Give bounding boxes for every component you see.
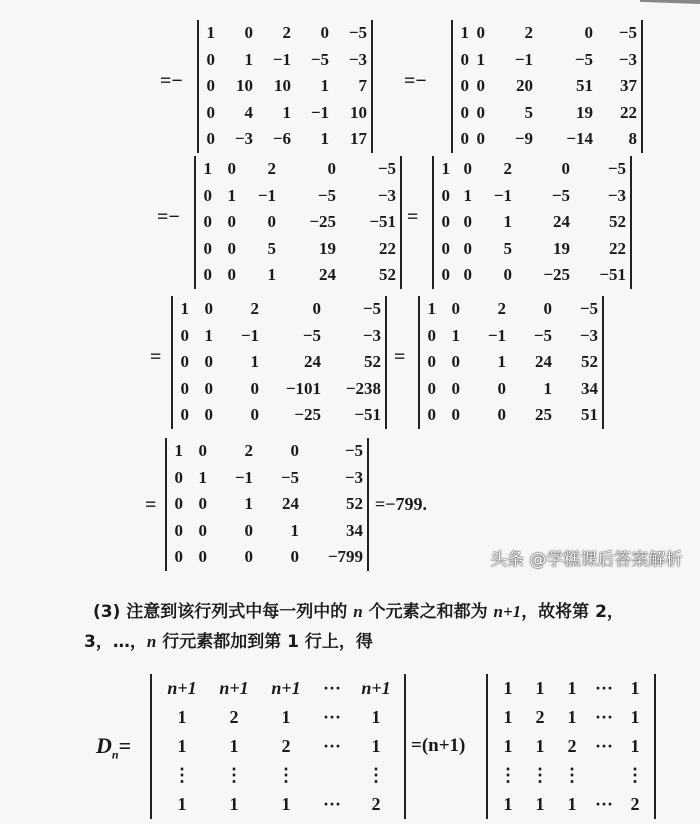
- matrix-cell: 0: [561, 159, 570, 178]
- matrix-cell: 1: [567, 707, 577, 727]
- text: 个元素之和都为: [362, 602, 494, 622]
- matrix-cell: 10: [274, 76, 291, 95]
- matrix-cell: −1: [234, 467, 253, 487]
- matrix-cell: 0: [174, 494, 183, 513]
- matrix-cell: 0: [206, 76, 215, 95]
- matrix-cell: 2: [282, 23, 291, 42]
- matrix-cell: −14: [566, 129, 593, 148]
- dn-letter: D: [96, 733, 112, 758]
- matrix-cell: 25: [535, 405, 552, 424]
- watermark: 头条 @学糕课后答案解析: [490, 550, 683, 570]
- matrix-cell: 0: [174, 547, 183, 566]
- determinant-2: [451, 20, 643, 153]
- matrix-cell: 2: [229, 707, 239, 727]
- equals-minus-1: =−: [160, 70, 183, 92]
- matrix-cell: 0: [244, 520, 253, 540]
- matrix-cell: 2: [497, 299, 506, 318]
- expr-n-plus-1: n+1: [493, 602, 522, 621]
- matrix-cell: −238: [345, 378, 381, 398]
- matrix-cell: ···: [322, 736, 341, 756]
- matrix-cell: 1: [463, 185, 472, 205]
- matrix-cell: 0: [203, 238, 212, 258]
- matrix-cell: 1: [227, 185, 236, 205]
- matrix-cell: −5: [551, 185, 570, 205]
- matrix-cell: −3: [234, 129, 253, 148]
- matrix-cell: 0: [174, 520, 183, 540]
- matrix-cell: 0: [476, 102, 485, 122]
- matrix-cell: ⋮: [173, 765, 191, 785]
- matrix-cell: 1: [177, 707, 187, 727]
- matrix-cell: 22: [620, 102, 637, 122]
- matrix-cell: 0: [463, 265, 472, 284]
- equals-6: =: [394, 346, 406, 368]
- matrix-cell: 0: [180, 405, 189, 424]
- determinant-factored: [486, 674, 656, 819]
- determinant-7: [165, 438, 369, 571]
- matrix-cell: −25: [294, 405, 321, 424]
- matrix-cell: 1: [206, 23, 215, 42]
- matrix-cell: 0: [174, 467, 183, 487]
- matrix-cell: 0: [204, 299, 213, 318]
- matrix-cell: −5: [317, 185, 336, 205]
- matrix-cell: ···: [594, 794, 613, 814]
- matrix-cell: ⋮: [563, 765, 581, 785]
- matrix-cell: 0: [312, 299, 321, 318]
- matrix-cell: −5: [302, 325, 321, 345]
- matrix-cell: 1: [543, 378, 552, 398]
- matrix-cell: −1: [514, 49, 533, 69]
- matrix-cell: 0: [463, 159, 472, 178]
- final-result: =−799.: [375, 494, 428, 514]
- matrix-cell: 2: [630, 794, 640, 814]
- matrix-cell: 24: [282, 494, 299, 513]
- matrix-cell: 0: [227, 238, 236, 258]
- matrix-cell: [312, 761, 352, 790]
- matrix-cell: 0: [451, 299, 460, 318]
- matrix-cell: 24: [304, 352, 321, 371]
- matrix-cell: 1: [290, 520, 299, 540]
- matrix-cell: 5: [503, 238, 512, 258]
- equals-4: =: [407, 206, 419, 228]
- matrix-cell: 0: [427, 325, 436, 345]
- matrix-cell: −51: [369, 212, 396, 231]
- matrix-cell: 7: [358, 76, 367, 95]
- matrix-cell: 0: [250, 378, 259, 398]
- matrix-cell: 0: [427, 378, 436, 398]
- matrix-cell: 0: [451, 378, 460, 398]
- matrix-cell: −1: [487, 325, 506, 345]
- matrix-cell: 0: [180, 378, 189, 398]
- matrix-cell: ···: [594, 678, 613, 698]
- matrix-cell: 0: [198, 494, 207, 513]
- matrix-cell: ⋮: [531, 765, 549, 785]
- matrix-cell: 0: [451, 352, 460, 371]
- matrix-cell: 2: [535, 707, 545, 727]
- matrix-cell: 0: [460, 129, 469, 148]
- determinant-dn: [150, 674, 406, 819]
- matrix-cell: ···: [594, 707, 613, 727]
- matrix-cell: 0: [180, 352, 189, 371]
- matrix-cell: 1: [427, 299, 436, 318]
- matrix-cell: 0: [250, 405, 259, 424]
- var-n: n: [353, 602, 363, 621]
- matrix-cell: 0: [460, 102, 469, 122]
- matrix-cell: −1: [310, 102, 329, 122]
- matrix-cell: 0: [441, 238, 450, 258]
- matrix-cell: 10: [236, 76, 253, 95]
- matrix-cell: 1: [282, 102, 291, 122]
- matrix-cell: −3: [344, 467, 363, 487]
- matrix-cell: n+1: [271, 678, 301, 698]
- matrix-cell: 0: [463, 238, 472, 258]
- matrix-cell: 2: [250, 299, 259, 318]
- matrix-cell: 37: [620, 76, 637, 95]
- matrix-cell: 0: [497, 378, 506, 398]
- matrix-cell: −5: [348, 23, 367, 42]
- determinant-6: [418, 296, 604, 429]
- matrix-cell: 52: [346, 494, 363, 513]
- matrix-cell: 2: [244, 441, 253, 460]
- matrix-cell: 0: [203, 185, 212, 205]
- matrix-cell: 1: [371, 707, 381, 727]
- matrix-cell: 2: [567, 736, 577, 756]
- matrix-cell: −51: [354, 405, 381, 424]
- matrix-cell: −101: [285, 378, 321, 398]
- matrix-cell: 1: [229, 736, 239, 756]
- matrix-cell: −6: [272, 129, 291, 148]
- matrix-cell: −5: [344, 441, 363, 460]
- matrix-cell: 24: [553, 212, 570, 231]
- matrix-cell: ⋮: [367, 765, 385, 785]
- matrix-cell: 0: [476, 129, 485, 148]
- matrix-cell: −3: [607, 185, 626, 205]
- matrix-cell: 0: [244, 547, 253, 566]
- matrix-cell: 34: [346, 520, 363, 540]
- matrix-cell: ···: [322, 794, 341, 814]
- matrix-cell: 1: [535, 794, 545, 814]
- matrix-cell: 1: [503, 707, 513, 727]
- matrix-cell: 0: [584, 23, 593, 42]
- matrix-cell: −51: [599, 265, 626, 284]
- matrix-cell: −3: [579, 325, 598, 345]
- matrix-cell: −5: [533, 325, 552, 345]
- matrix-cell: 0: [198, 520, 207, 540]
- equals-7: =: [145, 494, 157, 516]
- matrix-cell: 0: [206, 49, 215, 69]
- matrix-cell: 20: [516, 76, 533, 95]
- matrix-cell: 1: [371, 736, 381, 756]
- matrix-cell: 1: [267, 265, 276, 284]
- matrix-cell: 1: [174, 441, 183, 460]
- matrix-cell: 1: [244, 49, 253, 69]
- matrix-cell: 2: [524, 23, 533, 42]
- matrix-cell: 1: [177, 736, 187, 756]
- matrix-cell: −3: [362, 325, 381, 345]
- matrix-cell: −25: [543, 265, 570, 284]
- matrix-cell: ···: [322, 707, 341, 727]
- matrix-cell: −5: [618, 23, 637, 42]
- matrix-cell: 22: [609, 238, 626, 258]
- matrix-cell: 0: [244, 23, 253, 42]
- determinant-4: [432, 156, 632, 289]
- matrix-cell: 1: [198, 467, 207, 487]
- page-edge: [640, 0, 700, 4]
- matrix-cell: 24: [535, 352, 552, 371]
- matrix-cell: 22: [379, 238, 396, 258]
- matrix-cell: 1: [250, 352, 259, 371]
- matrix-cell: 2: [267, 159, 276, 178]
- paragraph-line-2: [84, 627, 373, 652]
- determinant-1: [197, 20, 373, 153]
- matrix-cell: 0: [441, 185, 450, 205]
- matrix-cell: 1: [460, 23, 469, 42]
- matrix-cell: 0: [460, 76, 469, 95]
- matrix-cell: 1: [281, 794, 291, 814]
- matrix-cell: 0: [204, 378, 213, 398]
- matrix-cell: 0: [267, 212, 276, 231]
- matrix-cell: 0: [290, 547, 299, 566]
- matrix-cell: 10: [350, 102, 367, 122]
- matrix-cell: 2: [281, 736, 291, 756]
- matrix-cell: 1: [203, 159, 212, 178]
- matrix-cell: 1: [503, 794, 513, 814]
- matrix-cell: 0: [476, 23, 485, 42]
- matrix-cell: 19: [553, 238, 570, 258]
- matrix-cell: 1: [630, 678, 640, 698]
- equals-minus-3: =−: [157, 206, 180, 228]
- matrix-cell: −5: [280, 467, 299, 487]
- matrix-cell: 2: [371, 794, 381, 814]
- matrix-cell: 5: [267, 238, 276, 258]
- paragraph-line-1: [93, 597, 624, 622]
- matrix-cell: 0: [180, 325, 189, 345]
- dn-equals: =: [118, 733, 132, 758]
- matrix-cell: −5: [362, 299, 381, 318]
- matrix-cell: 0: [227, 159, 236, 178]
- matrix-cell: 4: [244, 102, 253, 122]
- matrix-cell: 0: [463, 212, 472, 231]
- matrix-cell: 52: [364, 352, 381, 371]
- matrix-cell: 1: [244, 494, 253, 513]
- matrix-cell: ⋮: [277, 765, 295, 785]
- matrix-cell: 5: [524, 102, 533, 122]
- matrix-cell: 0: [227, 212, 236, 231]
- matrix-cell: −5: [310, 49, 329, 69]
- matrix-cell: 0: [441, 212, 450, 231]
- dn-label: [96, 733, 131, 762]
- var-n: n: [146, 632, 157, 651]
- matrix-cell: 1: [567, 794, 577, 814]
- matrix-cell: 8: [628, 129, 637, 148]
- matrix-cell: ···: [322, 678, 341, 698]
- matrix-cell: 24: [319, 265, 336, 284]
- matrix-cell: 0: [290, 441, 299, 460]
- matrix-cell: −3: [348, 49, 367, 69]
- matrix-cell: −1: [257, 185, 276, 205]
- matrix-cell: −1: [493, 185, 512, 205]
- matrix-cell: −9: [514, 129, 533, 148]
- matrix-cell: 2: [503, 159, 512, 178]
- matrix-cell: 1: [503, 212, 512, 231]
- matrix-cell: 0: [327, 159, 336, 178]
- matrix-cell: 0: [441, 265, 450, 284]
- matrix-cell: −5: [574, 49, 593, 69]
- matrix-cell: −3: [618, 49, 637, 69]
- matrix-cell: 52: [581, 352, 598, 371]
- matrix-cell: 52: [609, 212, 626, 231]
- matrix-cell: ···: [594, 736, 613, 756]
- text: 3，…，: [84, 632, 147, 652]
- matrix-cell: 1: [503, 736, 513, 756]
- matrix-cell: 1: [320, 76, 329, 95]
- matrix-cell: 1: [451, 325, 460, 345]
- matrix-cell: 52: [379, 265, 396, 284]
- matrix-cell: 1: [281, 707, 291, 727]
- matrix-cell: 34: [581, 378, 598, 398]
- matrix-cell: 0: [203, 265, 212, 284]
- matrix-cell: −1: [240, 325, 259, 345]
- matrix-cell: 19: [319, 238, 336, 258]
- matrix-cell: 1: [630, 736, 640, 756]
- matrix-cell: 19: [576, 102, 593, 122]
- matrix-cell: −5: [377, 159, 396, 178]
- matrix-cell: 1: [204, 325, 213, 345]
- matrix-cell: 0: [427, 352, 436, 371]
- matrix-cell: 0: [497, 405, 506, 424]
- dn-subscript: n: [111, 747, 119, 762]
- matrix-cell: 1: [503, 678, 513, 698]
- matrix-cell: 0: [451, 405, 460, 424]
- matrix-cell: n+1: [219, 678, 249, 698]
- matrix-cell: 0: [206, 102, 215, 122]
- matrix-cell: 1: [180, 299, 189, 318]
- matrix-cell: ⋮: [626, 765, 644, 785]
- matrix-cell: 51: [581, 405, 598, 424]
- matrix-cell: 0: [543, 299, 552, 318]
- matrix-cell: 0: [204, 405, 213, 424]
- matrix-cell: 1: [535, 736, 545, 756]
- matrix-cell: −5: [607, 159, 626, 178]
- equals-5: =: [150, 346, 162, 368]
- text: 行元素都加到第 1 行上，得: [156, 632, 373, 652]
- text: ，故将第 2，: [521, 602, 624, 622]
- matrix-cell: n+1: [167, 678, 197, 698]
- matrix-cell: −3: [377, 185, 396, 205]
- matrix-cell: 0: [320, 23, 329, 42]
- matrix-cell: 0: [460, 49, 469, 69]
- matrix-cell: 1: [476, 49, 485, 69]
- matrix-cell: ⋮: [225, 765, 243, 785]
- determinant-3: [194, 156, 402, 289]
- matrix-cell: n+1: [361, 678, 391, 698]
- text: (3) 注意到该行列式中每一列中的: [93, 602, 354, 622]
- matrix-cell: [588, 761, 620, 790]
- matrix-cell: 1: [229, 794, 239, 814]
- matrix-cell: 0: [427, 405, 436, 424]
- matrix-cell: 0: [204, 352, 213, 371]
- matrix-cell: 17: [350, 129, 367, 148]
- matrix-cell: −1: [272, 49, 291, 69]
- matrix-cell: 1: [441, 159, 450, 178]
- matrix-cell: 0: [198, 441, 207, 460]
- matrix-cell: 1: [320, 129, 329, 148]
- matrix-cell: −799: [327, 547, 363, 566]
- matrix-cell: −5: [579, 299, 598, 318]
- matrix-cell: 1: [567, 678, 577, 698]
- matrix-cell: 1: [497, 352, 506, 371]
- matrix-cell: 1: [177, 794, 187, 814]
- matrix-cell: 0: [227, 265, 236, 284]
- matrix-cell: 51: [576, 76, 593, 95]
- matrix-cell: 0: [476, 76, 485, 95]
- matrix-cell: 1: [630, 707, 640, 727]
- determinant-5: [171, 296, 387, 429]
- matrix-cell: ⋮: [499, 765, 517, 785]
- matrix-cell: 1: [535, 678, 545, 698]
- matrix-cell: 0: [203, 212, 212, 231]
- matrix-cell: 0: [503, 265, 512, 284]
- matrix-cell: 0: [198, 547, 207, 566]
- matrix-cell: 0: [206, 129, 215, 148]
- matrix-cell: −25: [309, 212, 336, 231]
- factor-n-plus-1: =(n+1): [411, 735, 466, 756]
- equals-minus-2: =−: [404, 70, 427, 92]
